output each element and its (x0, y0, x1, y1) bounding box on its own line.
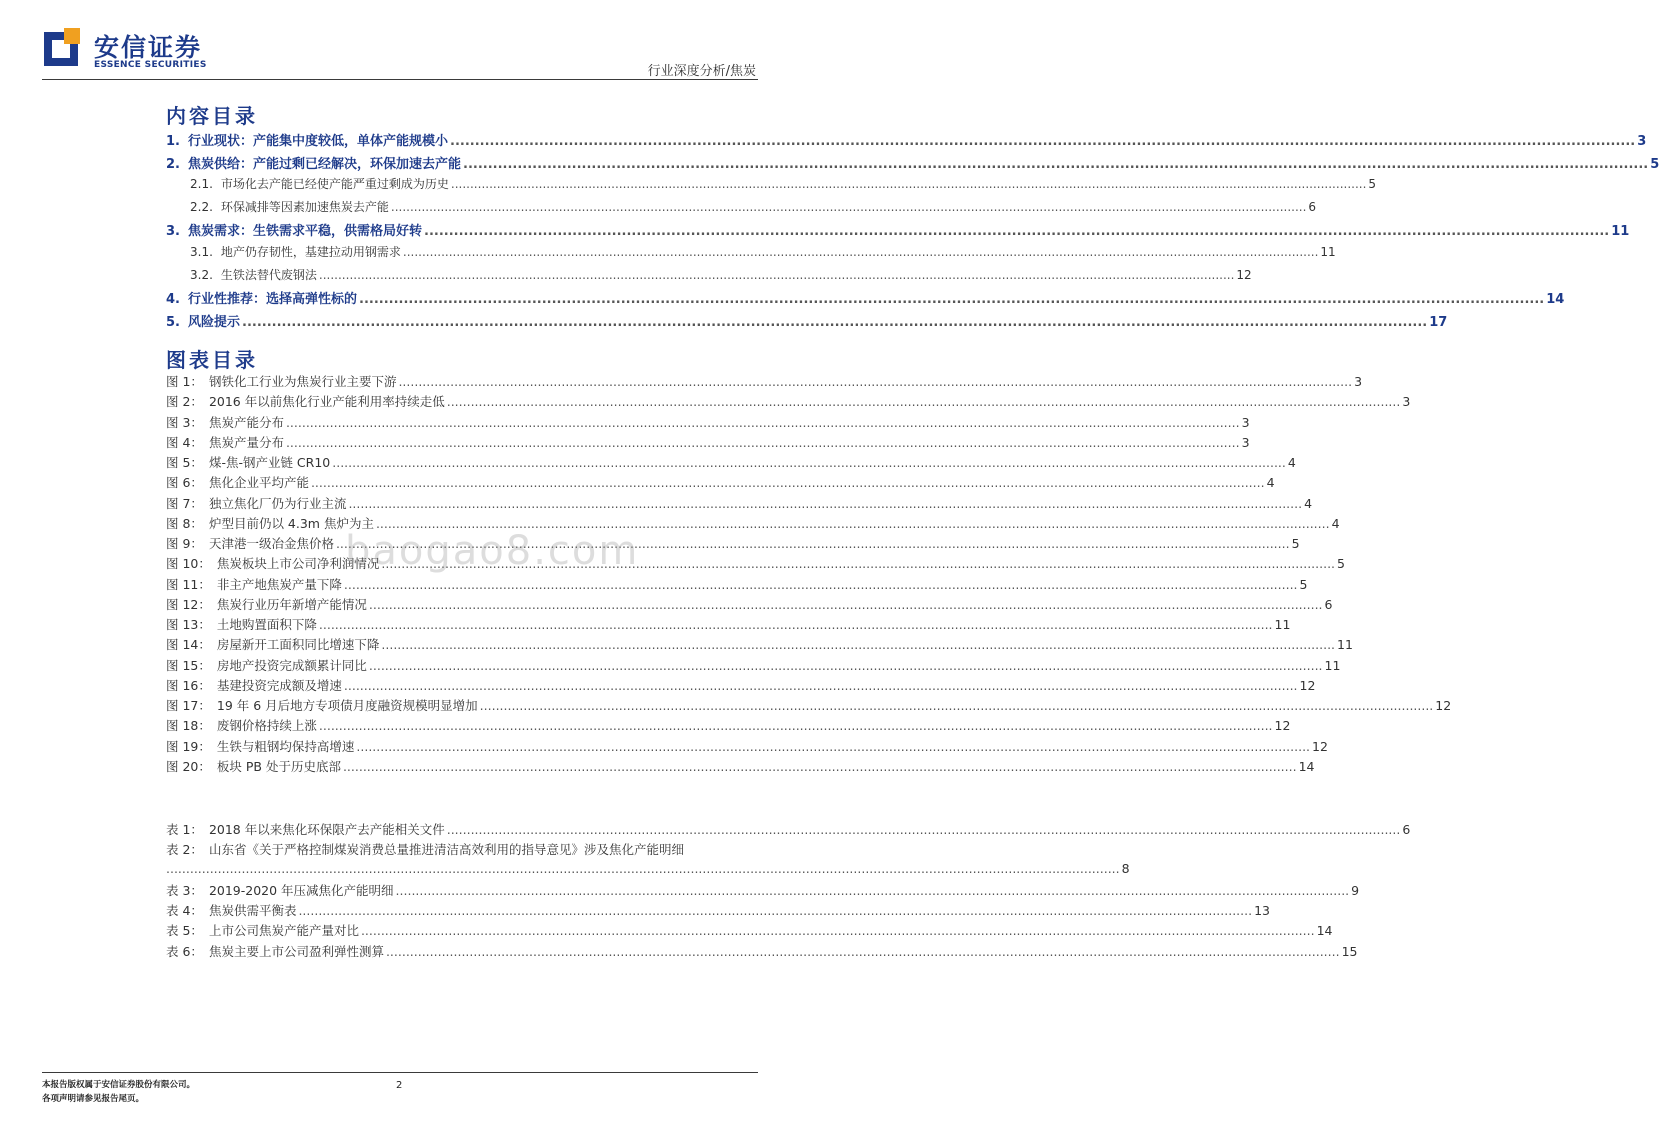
footer-line-1: 本报告版权属于安信证券股份有限公司。 (42, 1080, 196, 1090)
figure-entry[interactable] (166, 494, 1313, 514)
figure-title: 天津港一级冶金焦价格 (208, 536, 334, 551)
toc-dot-leader (391, 200, 1306, 214)
toc-entry-page: 5 (1650, 156, 1659, 172)
toc-entry-page: 17 (1429, 314, 1448, 330)
toc-dot-leader (424, 224, 1609, 239)
figure-label: 图 17： (166, 698, 211, 713)
figure-label: 图 6： (166, 475, 203, 491)
toc-entry-page: 3 (1637, 134, 1647, 149)
figure-title: 独立焦化厂仍为行业主流 (208, 495, 347, 511)
toc-entry-text: 行业性推荐：选择高弹性标的 (187, 292, 357, 308)
figure-label: 图 11： (166, 576, 211, 592)
figure-title: 房屋新开工面积同比增速下降 (216, 637, 380, 653)
figure-title: 板块 PB 处于历史底部 (216, 758, 341, 774)
table-entry[interactable] (166, 942, 1358, 962)
figure-page: 3 (1241, 434, 1250, 450)
figure-entry[interactable] (166, 392, 1411, 412)
figure-label: 图 14： (166, 637, 211, 653)
table-label: 表 3： (166, 882, 203, 898)
figure-page: 5 (1337, 556, 1345, 572)
figure-dot-leader (356, 739, 1310, 754)
figure-title: 焦炭行业历年新增产能情况 (216, 596, 367, 612)
toc-dot-leader (450, 134, 1635, 149)
figure-label: 图 12： (166, 596, 211, 612)
figure-dot-leader (369, 597, 1323, 612)
table-dot-leader (361, 923, 1315, 938)
toc-entry-number: 3.1. (190, 244, 213, 259)
table-entry-continuation[interactable] (166, 860, 1130, 881)
figure-page: 3 (1241, 414, 1250, 430)
figure-entry[interactable] (166, 453, 1296, 473)
figure-title: 焦炭产能分布 (208, 414, 284, 430)
footer-line-2: 各项声明请参见报告尾页。 (42, 1094, 145, 1104)
figure-label: 图 15： (166, 657, 211, 673)
logo-text-cn: 安信证券 (94, 33, 203, 62)
toc-entry-number: 4. (166, 292, 180, 308)
toc-entry-text: 环保减排等因素加速焦炭去产能 (220, 199, 389, 214)
figure-label: 图 8： (166, 515, 203, 531)
figure-page: 4 (1304, 495, 1313, 511)
figure-title: 生铁与粗钢均保持高增速 (216, 738, 355, 754)
figure-label: 图 10： (166, 556, 211, 572)
figure-label: 图 7： (166, 495, 203, 511)
table-dot-leader (447, 822, 1401, 837)
figure-entry[interactable] (166, 615, 1291, 635)
table-title: 上市公司焦炭产能产量对比 (208, 923, 359, 939)
toc-entry-page: 5 (1368, 177, 1377, 192)
figure-label: 图 4： (166, 434, 203, 450)
figure-entry[interactable] (166, 413, 1250, 433)
toc-entry-text: 焦炭需求：生铁需求平稳，供需格局好转 (187, 224, 422, 240)
figure-title: 炉型目前仍以 4.3m 焦炉为主 (208, 515, 374, 531)
toc-title: 内容目录 (166, 104, 258, 128)
figure-title: 土地购置面积下降 (216, 617, 317, 632)
toc-entry-number: 3.2. (190, 267, 213, 282)
figure-entry[interactable] (166, 716, 1291, 736)
figure-label: 图 1： (166, 374, 203, 389)
table-entry[interactable] (166, 820, 1411, 840)
figure-page: 12 (1274, 718, 1291, 734)
figure-label: 图 20： (166, 758, 211, 774)
figure-entry[interactable] (166, 433, 1250, 453)
figure-page: 12 (1299, 677, 1316, 693)
toc-entry[interactable] (166, 266, 1252, 289)
figure-entry[interactable] (166, 656, 1341, 676)
table-entry[interactable] (166, 840, 748, 860)
figures-list (166, 372, 1452, 777)
figure-entry[interactable] (166, 473, 1275, 493)
toc-entry[interactable] (166, 175, 1377, 198)
figure-label: 图 13： (166, 617, 211, 632)
figure-dot-leader (319, 718, 1273, 733)
figure-dot-leader (369, 658, 1323, 673)
table-dot-leader (386, 944, 1340, 959)
toc-dot-leader (463, 157, 1648, 172)
table-page: 8 (1121, 860, 1130, 876)
footer-disclaimer (42, 1078, 195, 1106)
table-title: 2018 年以来焦化环保限产去产能相关文件 (208, 822, 445, 837)
figure-dot-leader (447, 394, 1401, 409)
table-page: 14 (1316, 923, 1333, 939)
logo-text-en: ESSENCE SECURITIES (94, 60, 207, 70)
toc-dot-leader (319, 268, 1234, 282)
table-entry[interactable] (166, 901, 1270, 921)
figure-page: 6 (1324, 596, 1333, 612)
table-title: 山东省《关于严格控制煤炭消费总量推进清洁高效利用的指导意见》涉及焦化产能明细 (208, 842, 684, 858)
figure-entry[interactable] (166, 757, 1315, 777)
toc-entry[interactable] (166, 153, 1659, 176)
figure-title: 19 年 6 月后地方专项债月度融资规模明显增加 (216, 698, 478, 713)
toc-entry-text: 焦炭供给：产能过剩已经解决，环保加速去产能 (187, 156, 461, 172)
toc-entry-number: 5. (166, 314, 180, 330)
figure-label: 图 2： (166, 394, 203, 410)
table-page: 13 (1254, 903, 1270, 918)
figure-title: 煤-焦-钢产业链 CR10 (208, 455, 331, 470)
figure-title: 非主产地焦炭产量下降 (216, 576, 342, 592)
toc-entry-number: 2.1. (190, 177, 213, 192)
table-label: 表 4： (166, 903, 203, 918)
figure-dot-leader (343, 759, 1297, 774)
company-logo (42, 26, 207, 76)
toc-entry-text: 生铁法替代废钢法 (220, 267, 317, 282)
logo-mark-icon (42, 26, 86, 70)
figure-page: 4 (1266, 475, 1275, 491)
figure-dot-leader (348, 496, 1302, 511)
figure-title: 焦化企业平均产能 (208, 475, 309, 491)
figure-entry[interactable] (166, 595, 1333, 615)
figure-entry[interactable] (166, 676, 1316, 696)
toc-entry-page: 14 (1546, 292, 1565, 308)
figure-title: 焦炭板块上市公司净利润情况 (216, 556, 380, 572)
page-header (0, 0, 800, 80)
figure-page: 12 (1312, 738, 1328, 754)
toc-entry[interactable] (166, 220, 1630, 243)
toc-entry-number: 2.2. (190, 199, 213, 214)
table-page: 9 (1351, 882, 1360, 898)
figure-entry[interactable] (166, 635, 1353, 655)
toc-entry-number: 3. (166, 224, 180, 240)
figure-page: 5 (1291, 536, 1300, 551)
figure-entry[interactable] (166, 575, 1308, 595)
figure-dot-leader (344, 577, 1298, 592)
toc-entry-text: 市场化去产能已经使产能严重过剩成为历史 (220, 177, 449, 192)
figure-title: 2016 年以前焦化行业产能利用率持续走低 (208, 394, 445, 410)
toc-entry-number: 2. (166, 156, 180, 172)
figure-dot-leader (286, 435, 1240, 450)
figure-title: 钢铁化工行业为焦炭行业主要下游 (208, 374, 397, 389)
figure-dot-leader (319, 617, 1273, 632)
toc-entry[interactable] (166, 288, 1565, 311)
figure-page: 4 (1331, 515, 1340, 531)
table-entry[interactable] (166, 881, 1360, 901)
figure-entry[interactable] (166, 372, 1363, 392)
footer-divider (42, 1072, 758, 1073)
figure-label: 图 3： (166, 414, 203, 430)
toc-entry-text: 行业现状：产能集中度较低，单体产能规模小 (187, 134, 448, 149)
figure-page: 11 (1274, 617, 1291, 632)
toc-entry[interactable] (166, 130, 1647, 153)
tables-list (166, 820, 1411, 962)
watermark: baogao8.com (345, 528, 640, 574)
figure-entry[interactable] (166, 737, 1328, 757)
toc-dot-leader (242, 315, 1427, 330)
toc-entry[interactable] (166, 311, 1448, 334)
table-title: 2019-2020 年压减焦化产能明细 (208, 882, 394, 898)
figure-title: 焦炭产量分布 (208, 434, 284, 450)
toc-entry-page: 11 (1320, 244, 1336, 259)
figure-page: 3 (1402, 394, 1411, 410)
figure-entry[interactable] (166, 696, 1452, 716)
figure-dot-leader (344, 678, 1298, 693)
table-title: 焦炭主要上市公司盈利弹性测算 (208, 943, 384, 959)
table-label: 表 5： (166, 923, 203, 939)
figure-dot-leader (480, 698, 1434, 713)
toc-entry-page: 6 (1308, 199, 1317, 214)
figure-label: 图 18： (166, 718, 211, 734)
table-dot-leader (298, 903, 1252, 918)
toc-entry-page: 11 (1611, 224, 1630, 240)
figure-page: 11 (1337, 637, 1353, 653)
table-page: 15 (1341, 943, 1358, 959)
toc-dot-leader (451, 177, 1366, 191)
toc-list (166, 130, 1659, 333)
toc-entry-page: 12 (1236, 267, 1252, 282)
figure-label: 图 9： (166, 536, 203, 551)
toc-entry[interactable] (166, 243, 1336, 266)
toc-dot-leader (403, 245, 1318, 259)
figure-page: 12 (1435, 698, 1452, 713)
table-label: 表 6： (166, 943, 203, 959)
figure-page: 3 (1354, 374, 1363, 389)
table-page: 6 (1402, 822, 1411, 837)
toc-entry-text: 地产仍存韧性，基建拉动用钢需求 (220, 244, 401, 259)
figure-label: 图 16： (166, 677, 211, 693)
figure-page: 14 (1298, 758, 1315, 774)
table-label: 表 2： (166, 842, 203, 858)
figure-page: 4 (1287, 455, 1296, 470)
figure-label: 图 5： (166, 455, 203, 470)
figure-title: 房地产投资完成额累计同比 (216, 657, 367, 673)
header-divider (42, 79, 758, 80)
toc-entry-number: 1. (166, 134, 180, 149)
figure-title: 废钢价格持续上涨 (216, 718, 317, 734)
figure-dot-leader (311, 475, 1265, 490)
report-type: 行业深度分析/焦炭 (647, 64, 756, 79)
table-label: 表 1： (166, 822, 203, 837)
table-dot-leader (396, 883, 1350, 898)
table-title: 焦炭供需平衡表 (208, 903, 297, 918)
figure-dot-leader (286, 415, 1240, 430)
figures-title: 图表目录 (166, 348, 258, 372)
toc-entry[interactable] (166, 198, 1317, 221)
table-entry[interactable] (166, 921, 1333, 941)
figure-dot-leader (398, 374, 1352, 389)
figure-label: 图 19： (166, 738, 211, 754)
figure-page: 11 (1324, 657, 1341, 673)
figure-title: 基建投资完成额及增速 (216, 677, 342, 693)
page-number: 2 (396, 1080, 403, 1091)
figure-dot-leader (381, 637, 1335, 652)
figure-page: 5 (1299, 576, 1308, 592)
toc-entry-text: 风险提示 (187, 314, 240, 330)
figure-dot-leader (332, 455, 1286, 470)
table-dot-leader (166, 861, 1120, 876)
toc-dot-leader (359, 292, 1544, 307)
